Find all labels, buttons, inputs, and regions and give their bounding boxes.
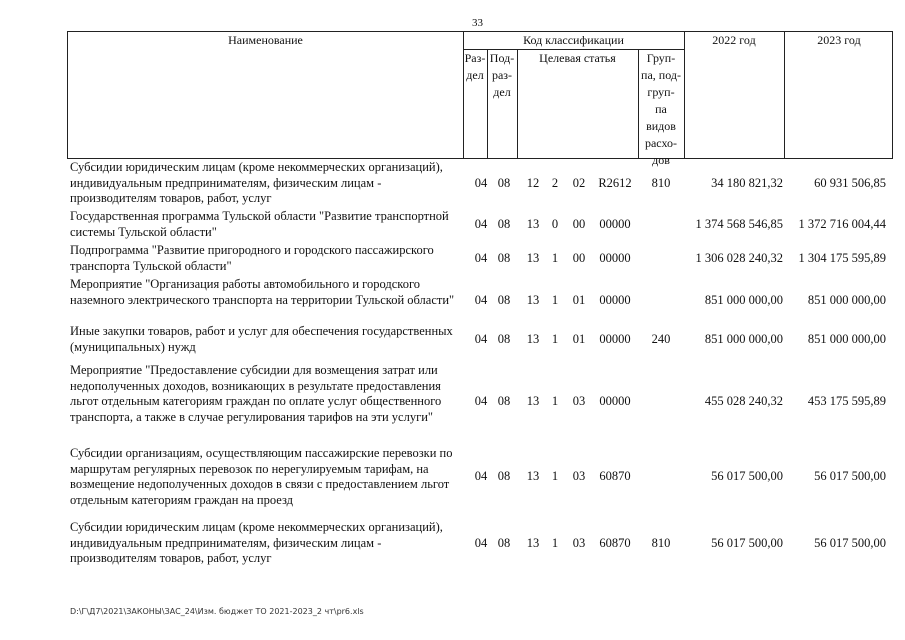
cell-pr: 08: [497, 535, 511, 550]
table-header: [67, 31, 893, 167]
cell-pr: 08: [497, 250, 511, 265]
row-name: Мероприятие "Организация работы автомобильного и городского наземного электрического транспорта на территории Тульской области": [70, 277, 455, 307]
row-name: Государственная программа Тульской области "Развитие транспортной системы Тульской области": [70, 209, 449, 239]
header-year-2022: 2022 год: [712, 33, 756, 47]
cell-cs4: 00000: [599, 331, 631, 346]
header-classification: Код классификации: [523, 33, 624, 47]
cell-y1: 56 017 500,00: [711, 469, 783, 484]
file-path-footer: D:\Г\Д7\2021\ЗАКОНЫ\ЗАС_24\Изм. бюджет ТО 2021-2023_2 чт\pr6.xls: [70, 607, 364, 616]
cell-y2: 1 304 175 595,89: [798, 250, 886, 265]
cell-pr: 08: [497, 216, 511, 231]
cell-cs2: 1: [551, 331, 559, 346]
cell-cs4: R2612: [598, 175, 632, 190]
cell-cs4: 60870: [599, 469, 631, 484]
cell-vr: 810: [651, 535, 671, 550]
cell-cs4: 00000: [599, 216, 631, 231]
cell-cs2: 0: [551, 216, 559, 231]
page-number: 33: [472, 17, 483, 29]
cell-cs1: 13: [526, 292, 540, 307]
cell-y2: 56 017 500,00: [814, 535, 886, 550]
cell-cs1: 13: [526, 331, 540, 346]
cell-cs3: 03: [572, 469, 586, 484]
cell-cs2: 1: [551, 250, 559, 265]
row-name: Мероприятие "Предоставление субсидии для возмещения затрат или недополученных доходов, возникающих в результате предоставления льгот отдельным категориям граждан по оплате услуг общественного транспорта, а также в случае регулирования тарифов на эти услуги": [70, 363, 442, 424]
cell-cs1: 13: [526, 216, 540, 231]
cell-rz: 04: [474, 394, 488, 408]
header-podrazdel: Под- раз- дел: [489, 51, 515, 99]
cell-rz: 04: [474, 331, 488, 346]
row-name: Иные закупки товаров, работ и услуг для обеспечения государственных (муниципальных) нужд: [70, 324, 453, 354]
cell-y1: 1 306 028 240,32: [695, 250, 783, 265]
cell-cs4: 00000: [599, 250, 631, 265]
header-razdel: Раз- дел: [464, 51, 486, 82]
cell-y1: 1 374 568 546,85: [695, 216, 783, 231]
header-year-2023: 2023 год: [817, 33, 861, 47]
cell-cs3: 03: [572, 394, 586, 408]
cell-rz: 04: [474, 250, 488, 265]
cell-vr: 810: [651, 175, 671, 190]
cell-cs3: 01: [572, 292, 586, 307]
cell-rz: 04: [474, 292, 488, 307]
cell-y2: 56 017 500,00: [814, 469, 886, 484]
cell-cs2: 1: [551, 469, 559, 484]
cell-pr: 08: [497, 292, 511, 307]
cell-rz: 04: [474, 469, 488, 484]
cell-y1: 455 028 240,32: [704, 394, 783, 408]
cell-y1: 34 180 821,32: [711, 175, 783, 190]
cell-y2: 60 931 506,85: [814, 175, 886, 190]
cell-cs1: 13: [526, 394, 540, 408]
cell-pr: 08: [497, 469, 511, 484]
cell-cs1: 13: [526, 250, 540, 265]
row-name: Субсидии юридическим лицам (кроме некоммерческих организаций), индивидуальным предпринимателям, физическим лицам - производителям товаров, работ, услуг: [70, 520, 443, 565]
cell-y2: 851 000 000,00: [807, 292, 886, 307]
cell-cs1: 12: [526, 175, 540, 190]
cell-cs3: 00: [572, 250, 586, 265]
cell-pr: 08: [497, 175, 511, 190]
cell-y2: 453 175 595,89: [807, 394, 886, 408]
header-name: Наименование: [228, 33, 303, 47]
header-target-article: Целевая статья: [539, 51, 616, 65]
cell-y1: 851 000 000,00: [704, 292, 783, 307]
cell-y2: 1 372 716 004,44: [798, 216, 886, 231]
cell-vr: 240: [651, 331, 671, 346]
cell-cs4: 00000: [599, 292, 631, 307]
cell-cs1: 13: [526, 535, 540, 550]
cell-cs3: 03: [572, 535, 586, 550]
cell-cs3: 01: [572, 331, 586, 346]
cell-cs3: 00: [572, 216, 586, 231]
cell-cs4: 00000: [599, 394, 631, 408]
cell-cs2: 1: [551, 535, 559, 550]
cell-cs1: 13: [526, 469, 540, 484]
cell-pr: 08: [497, 331, 511, 346]
cell-rz: 04: [474, 216, 488, 231]
cell-y2: 851 000 000,00: [807, 331, 886, 346]
row-name: Подпрограмма "Развитие пригородного и городского пассажирского транспорта Тульской области": [70, 243, 434, 273]
row-name: Субсидии организациям, осуществляющим пассажирские перевозки по маршрутам регулярных перевозок по нерегулируемым тарифам, на возмещение недополученных доходов в связи с предоставлением льгот отдельным категориям граждан на проезд: [70, 446, 453, 507]
row-name: Субсидии юридическим лицам (кроме некоммерческих организаций), индивидуальным предпринимателям, физическим лицам - производителям товаров, работ, услуг: [70, 160, 443, 205]
cell-pr: 08: [497, 394, 511, 408]
cell-cs2: 1: [551, 394, 559, 408]
cell-y1: 56 017 500,00: [711, 535, 783, 550]
cell-rz: 04: [474, 175, 488, 190]
header-group: Груп- па, под- груп- па видов расхо- дов: [641, 51, 681, 167]
cell-cs2: 1: [551, 292, 559, 307]
cell-cs2: 2: [551, 175, 559, 190]
cell-cs3: 02: [572, 175, 586, 190]
cell-cs4: 60870: [599, 535, 631, 550]
cell-y1: 851 000 000,00: [704, 331, 783, 346]
cell-rz: 04: [474, 535, 488, 550]
